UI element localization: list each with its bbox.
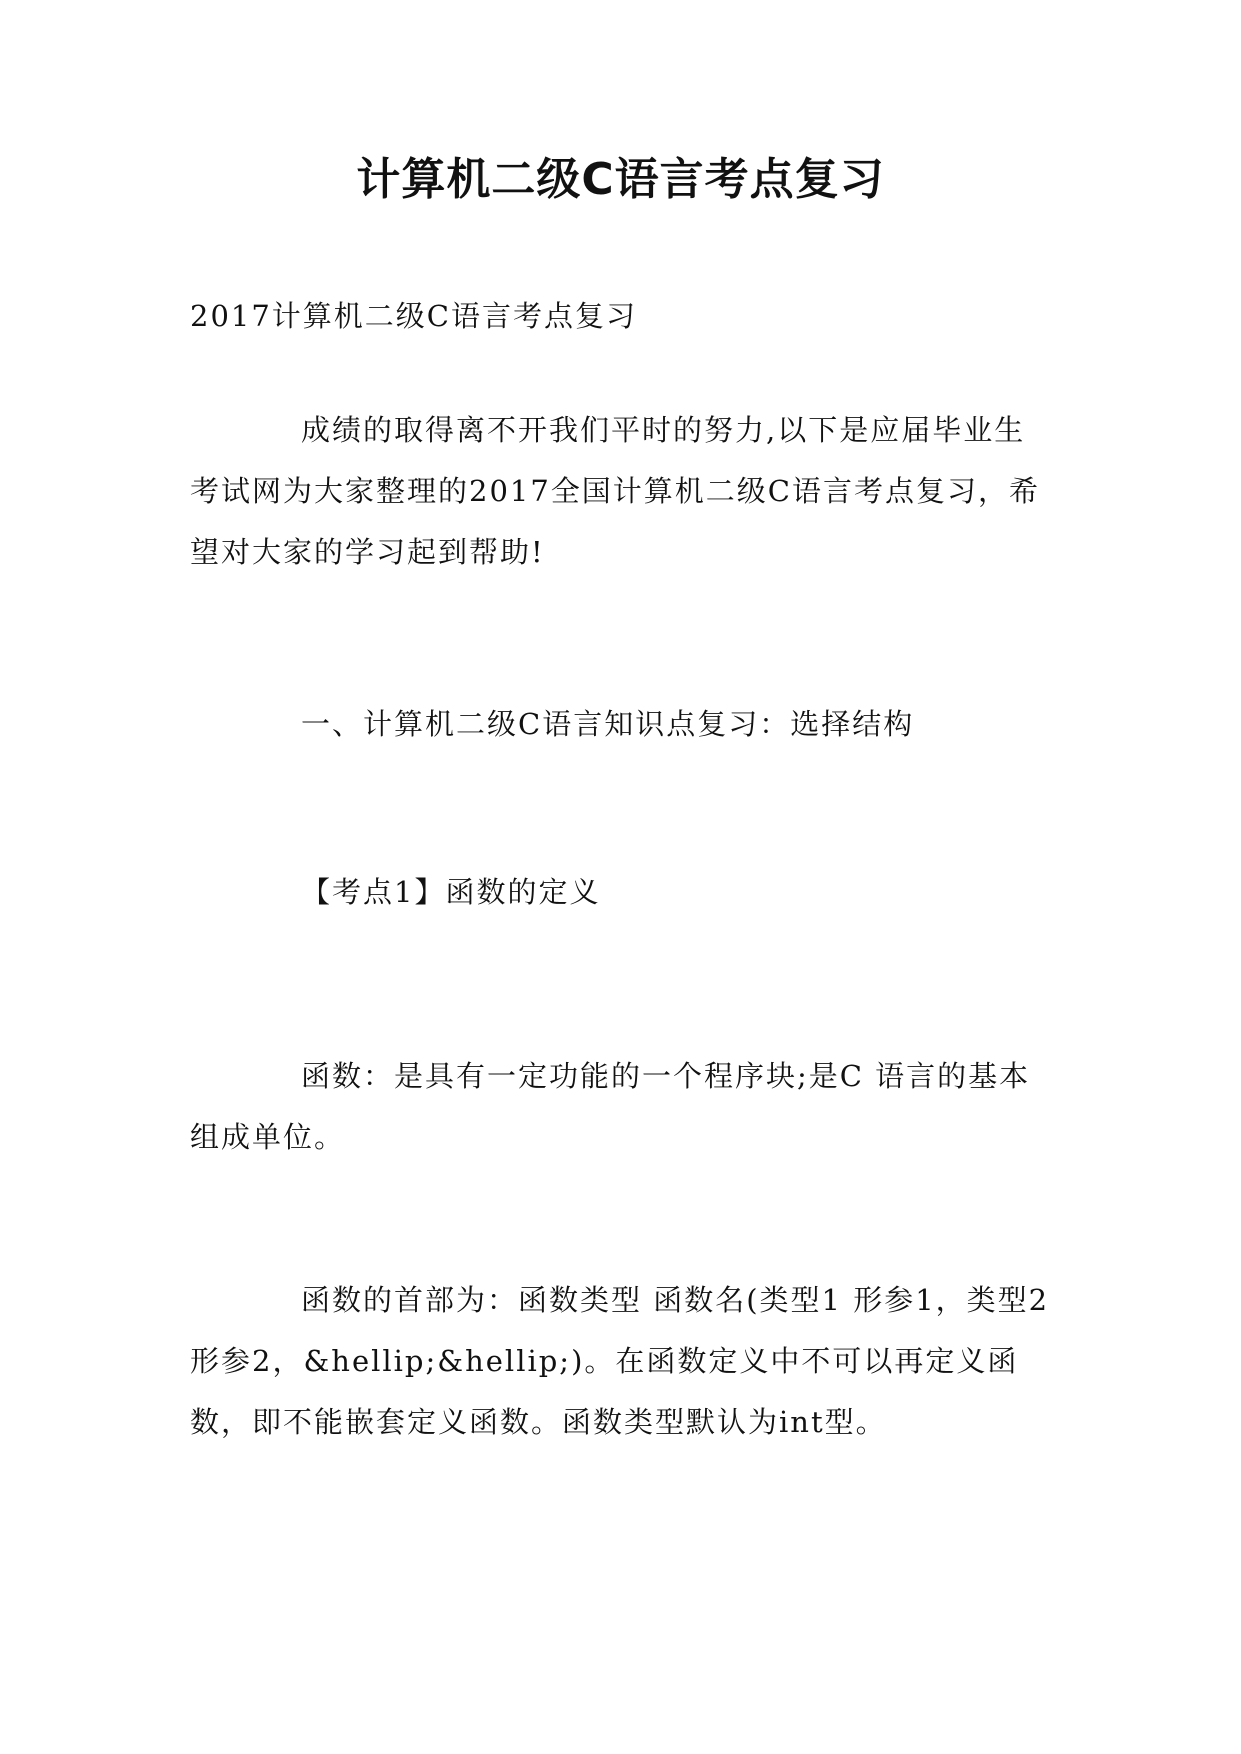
document-subtitle: 2017计算机二级C语言考点复习 bbox=[190, 299, 637, 333]
section-heading-selection-structure: 一、计算机二级C语言知识点复习：选择结构 bbox=[301, 707, 915, 741]
kaodian-1-heading: 【考点1】函数的定义 bbox=[301, 875, 601, 909]
intro-paragraph: 成绩的取得离不开我们平时的努力,以下是应届毕业生考试网为大家整理的2017全国计算机二级C语言考点复习，希望对大家的学习起到帮助! bbox=[190, 413, 1040, 569]
function-definition-paragraph: 函数：是具有一定功能的一个程序块;是C 语言的基本组成单位。 bbox=[190, 1059, 1031, 1154]
document-title: 计算机二级C语言考点复习 bbox=[356, 154, 885, 205]
function-header-paragraph: 函数的首部为：函数类型 函数名(类型1 形参1，类型2 形参2，&hellip;&hellip;)。在函数定义中不可以再定义函数，即不能嵌套定义函数。函数类型默认为int型。 bbox=[190, 1283, 1050, 1439]
